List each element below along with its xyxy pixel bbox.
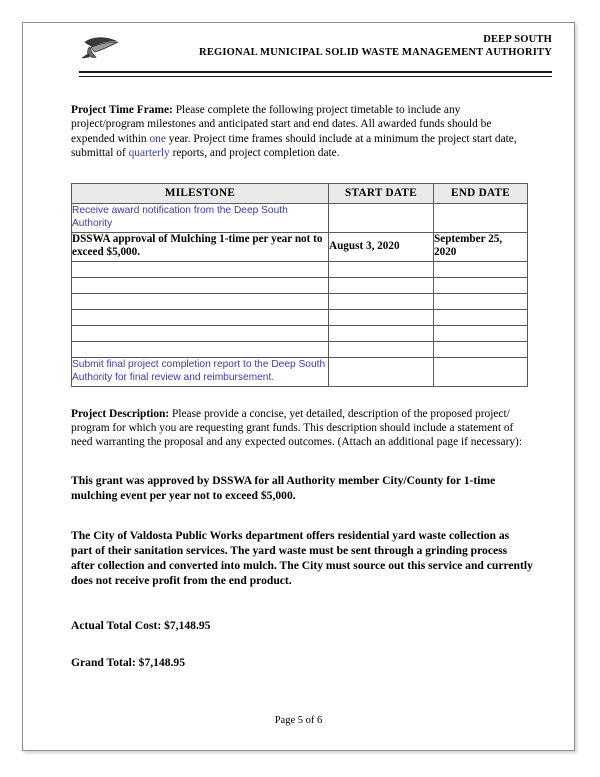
cell-end-date[interactable] xyxy=(434,293,528,309)
time-frame-text-1: Please complete the following project timetable to include any project/program milestones and anticipated start and end dates. All awarded funds should be expended within xyxy=(71,104,492,145)
cell-end-date[interactable] xyxy=(434,232,528,261)
project-description-paragraph xyxy=(71,407,533,450)
header-title-block xyxy=(199,33,552,59)
table-row[interactable] xyxy=(72,357,528,386)
table-row[interactable] xyxy=(72,293,528,309)
answer-paragraph-2: The City of Valdosta Public Works department offers residential yard waste collection as part of their sanitation services. The yard waste must be sent through a grinding process after collection and converted into mulch. The City must source out this service and currently does not receive profit from the end product. xyxy=(71,528,533,587)
cell-end-date[interactable] xyxy=(434,203,528,232)
cell-milestone[interactable] xyxy=(72,203,329,232)
grand-total: Grand Total: $7,148.95 xyxy=(71,655,186,669)
cell-milestone[interactable] xyxy=(72,232,329,261)
header-divider xyxy=(79,71,552,77)
cell-start-date[interactable] xyxy=(329,309,434,325)
time-frame-text-3: reports, and project completion date. xyxy=(169,147,340,160)
cell-milestone[interactable] xyxy=(72,277,329,293)
cell-end-date[interactable] xyxy=(434,325,528,341)
milestone-table xyxy=(71,183,528,387)
cell-milestone[interactable] xyxy=(72,357,329,386)
cell-start-date[interactable] xyxy=(329,261,434,277)
bird-logo-icon xyxy=(79,33,125,63)
cell-start-date[interactable] xyxy=(329,293,434,309)
cell-milestone[interactable] xyxy=(72,261,329,277)
cell-end-date[interactable] xyxy=(434,277,528,293)
table-row[interactable] xyxy=(72,341,528,357)
time-frame-highlight-one: one xyxy=(149,132,166,145)
cell-end-date[interactable] xyxy=(434,309,528,325)
cell-milestone[interactable] xyxy=(72,341,329,357)
column-header-milestone: MILESTONE xyxy=(72,183,329,203)
header-org-name: DEEP SOUTH xyxy=(483,34,552,45)
header-org-subtitle: REGIONAL MUNICIPAL SOLID WASTE MANAGEMENT AUTHORITY xyxy=(199,47,552,58)
cell-milestone[interactable] xyxy=(72,309,329,325)
document-header xyxy=(23,31,574,73)
table-row[interactable] xyxy=(72,203,528,232)
document-page xyxy=(22,22,575,751)
cell-end-date[interactable] xyxy=(434,261,528,277)
table-row[interactable] xyxy=(72,325,528,341)
end-date-text: September 25, 2020 xyxy=(434,232,503,259)
cell-end-date[interactable] xyxy=(434,341,528,357)
project-time-frame-paragraph xyxy=(71,103,533,161)
cell-end-date[interactable] xyxy=(434,357,528,386)
actual-total-cost: Actual Total Cost: $7,148.95 xyxy=(71,618,211,632)
table-row[interactable] xyxy=(72,232,528,261)
column-header-end-date: END DATE xyxy=(434,183,528,203)
milestone-text: Receive award notification from the Deep South Authority xyxy=(72,204,288,230)
page-footer xyxy=(23,715,574,726)
table-row[interactable] xyxy=(72,277,528,293)
page-number-label: Page 5 of 6 xyxy=(274,715,323,726)
milestone-text: Submit final project completion report to the Deep South Authority for final review and reimbursement. xyxy=(72,358,326,384)
project-description-label: Project Description: xyxy=(71,407,170,420)
column-header-start-date: START DATE xyxy=(329,183,434,203)
time-frame-highlight-quarterly: quarterly xyxy=(128,147,170,160)
cell-start-date[interactable] xyxy=(329,325,434,341)
cell-start-date[interactable] xyxy=(329,341,434,357)
answer-paragraph-1: This grant was approved by DSSWA for all Authority member City/County for 1-time mulching event per year not to exceed $5,000. xyxy=(71,473,496,502)
table-header-row xyxy=(72,183,528,203)
cell-milestone[interactable] xyxy=(72,325,329,341)
cell-milestone[interactable] xyxy=(72,293,329,309)
cell-start-date[interactable] xyxy=(329,357,434,386)
cell-start-date[interactable] xyxy=(329,277,434,293)
document-body xyxy=(71,103,533,670)
table-row[interactable] xyxy=(72,261,528,277)
start-date-text: August 3, 2020 xyxy=(329,239,400,252)
project-description-text: Please provide a concise, yet detailed, description of the proposed project/ program for which you are requesting grant funds. This description should include a statement of need warranting the proposal and any expected outcomes. (Attach an additional page if necessary): xyxy=(71,407,523,449)
project-time-frame-label: Project Time Frame: xyxy=(71,104,173,116)
milestone-text: DSSWA approval of Mulching 1-time per year not to exceed $5,000. xyxy=(72,232,323,259)
cell-start-date[interactable] xyxy=(329,203,434,232)
cell-start-date[interactable] xyxy=(329,232,434,261)
table-row[interactable] xyxy=(72,309,528,325)
time-frame-text-2: year. Project time frames should include at a minimum the project start date, submittal of xyxy=(71,132,517,160)
